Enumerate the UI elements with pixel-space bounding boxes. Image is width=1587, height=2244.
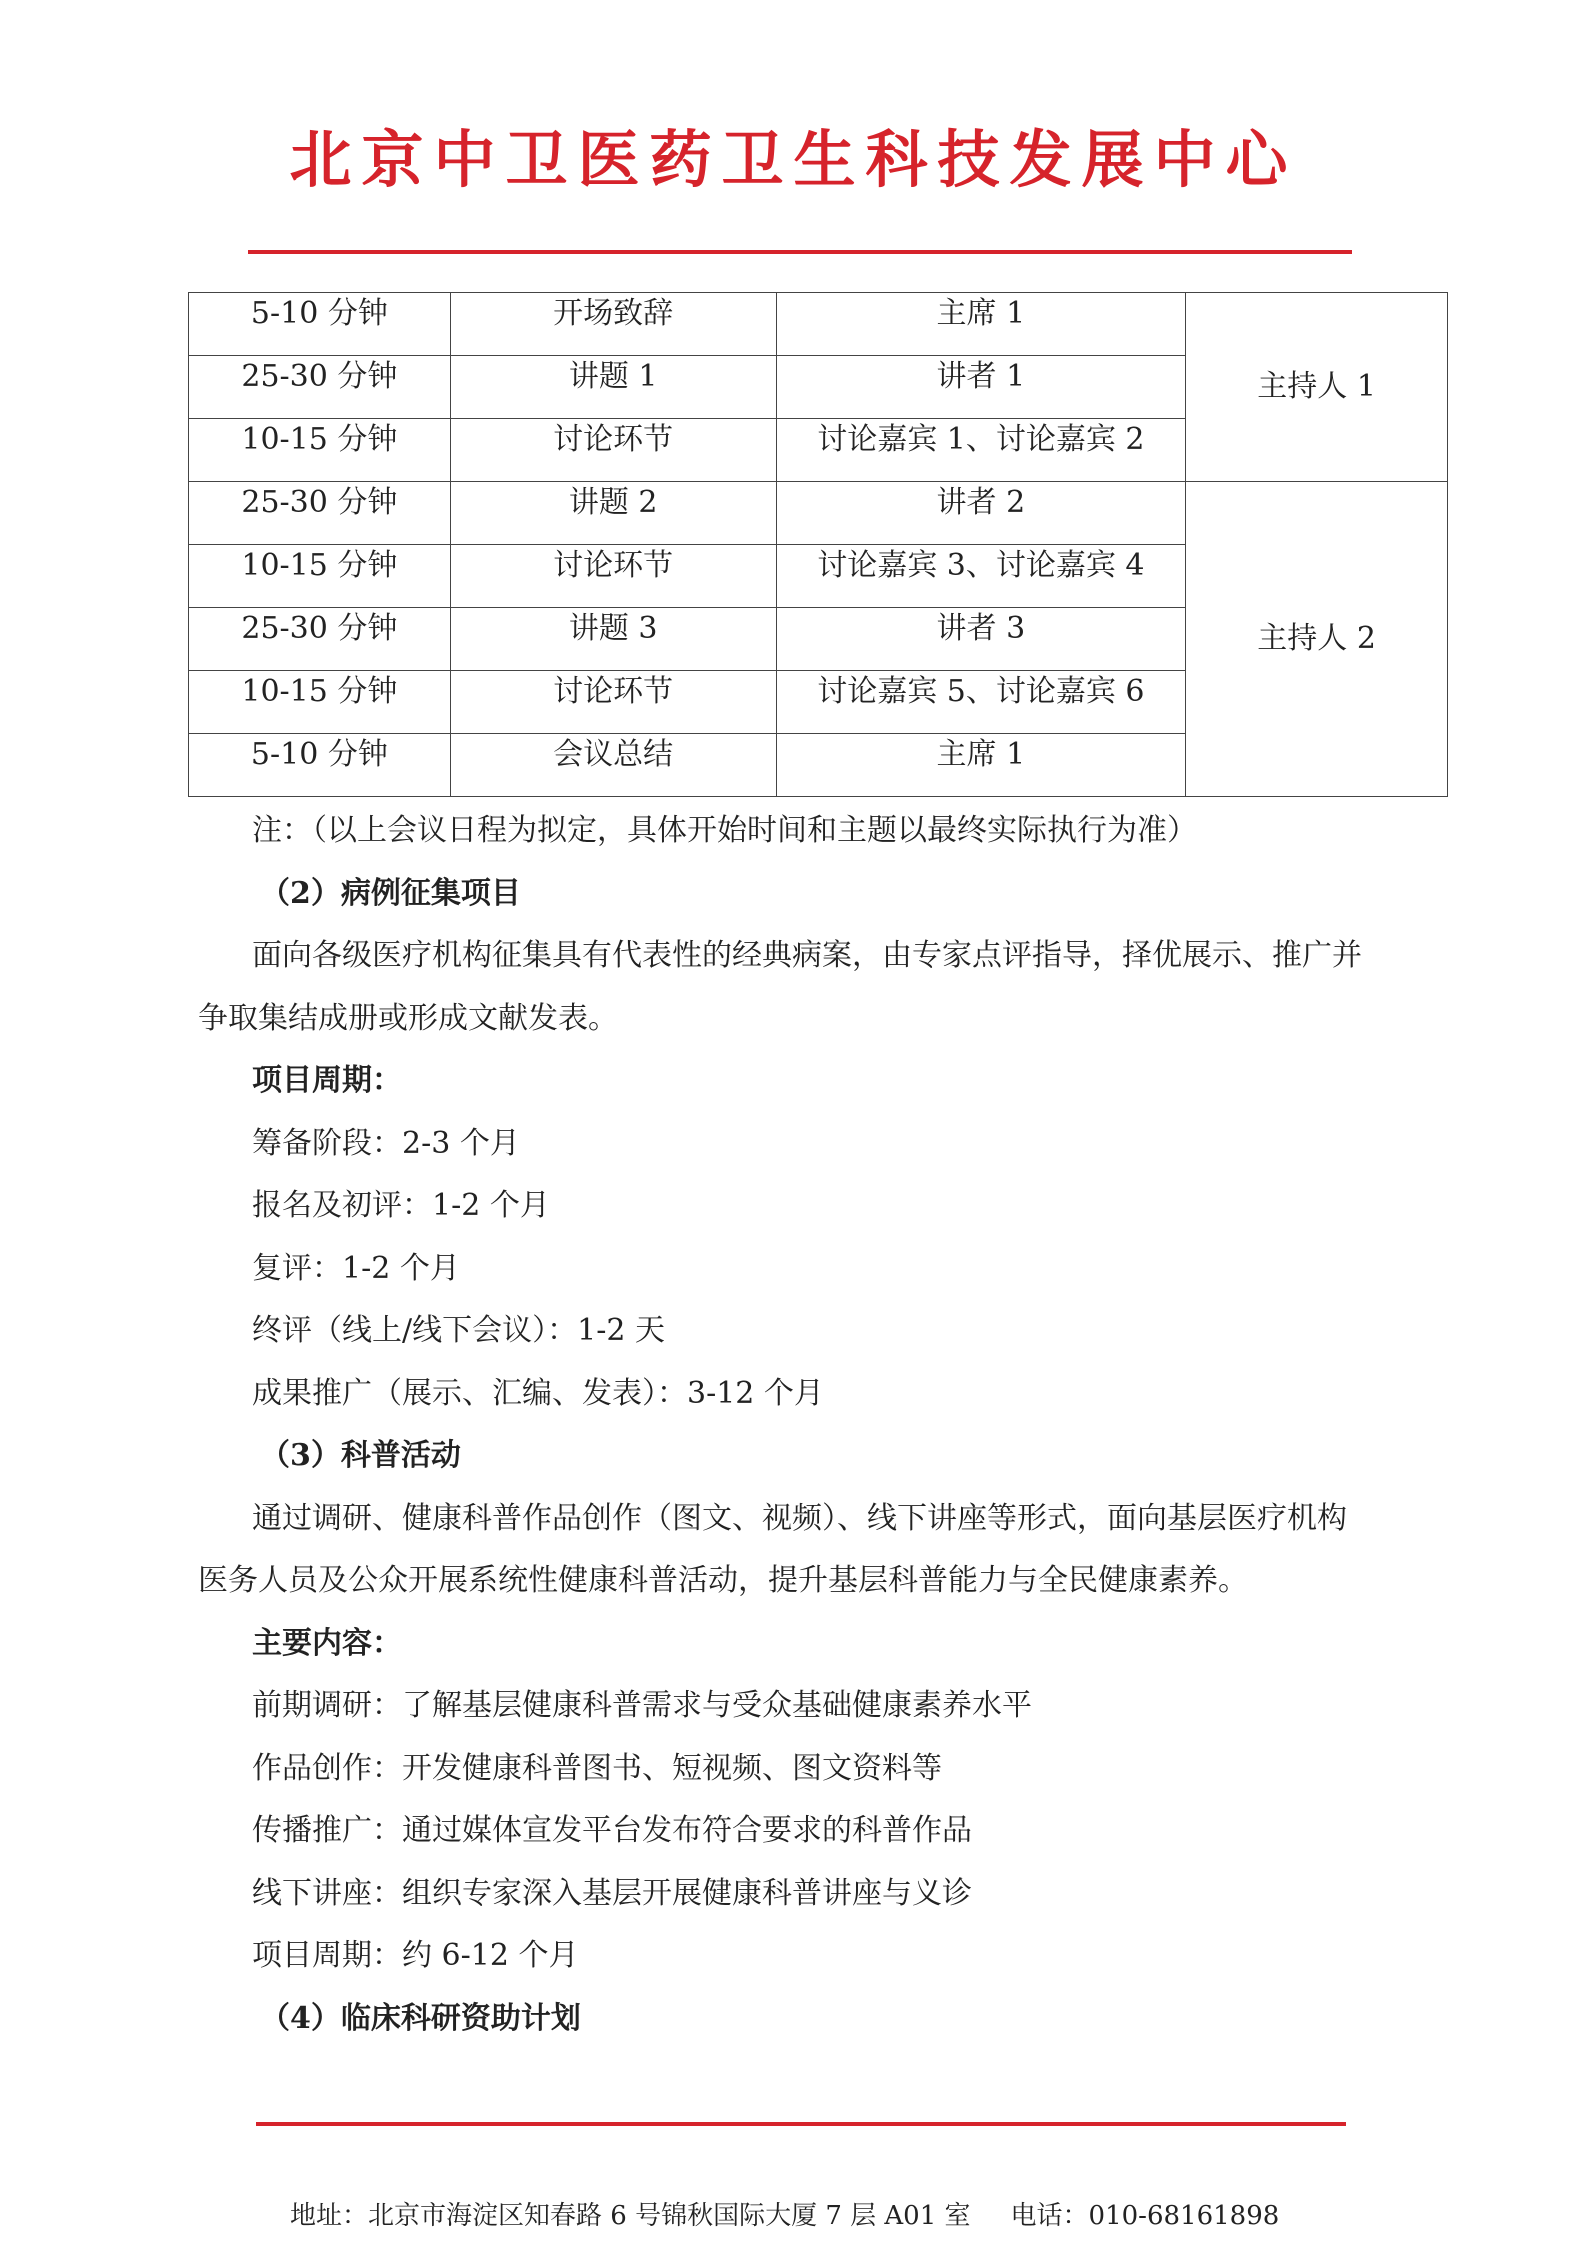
- agenda-time: 5-10 分钟: [189, 293, 451, 356]
- agenda-host: 主持人 1: [1186, 293, 1448, 482]
- list-item: 终评（线上/线下会议）：1-2 天: [252, 1313, 665, 1348]
- list-item: 项目周期：约 6-12 个月: [252, 1938, 579, 1973]
- letterhead-title: 北京中卫医药卫生科技发展中心: [289, 123, 1298, 196]
- list-item: 筹备阶段：2-3 个月: [252, 1125, 520, 1161]
- agenda-person: 讲者 3: [776, 608, 1186, 671]
- agenda-topic: 讨论环节: [450, 419, 776, 482]
- section-heading: （2）病例征集项目: [260, 875, 521, 911]
- agenda-table: [188, 292, 1448, 797]
- agenda-topic: 讨论环节: [450, 671, 776, 734]
- section-heading: （3）科普活动: [260, 1438, 461, 1473]
- agenda-person: 讲者 1: [776, 356, 1186, 419]
- agenda-time: 5-10 分钟: [189, 734, 451, 797]
- agenda-topic: 开场致辞: [450, 293, 776, 356]
- table-row: [189, 482, 1448, 545]
- list-item: 作品创作：开发健康科普图书、短视频、图文资料等: [252, 1750, 942, 1786]
- section-heading: （4）临床科研资助计划: [260, 2000, 581, 2036]
- agenda-person: 主席 1: [776, 734, 1186, 797]
- subheading: 项目周期：: [252, 1063, 402, 1098]
- agenda-topic: 讲题 3: [450, 608, 776, 671]
- agenda-topic: 讲题 2: [450, 482, 776, 545]
- agenda-host: 主持人 2: [1186, 482, 1448, 797]
- agenda-person: 讨论嘉宾 1、讨论嘉宾 2: [776, 419, 1186, 482]
- footer-divider: [256, 2122, 1346, 2126]
- paragraph-line: 通过调研、健康科普作品创作（图文、视频）、线下讲座等形式，面向基层医疗机构: [252, 1500, 1347, 1536]
- footer-address: 地址：北京市海淀区知春路 6 号锦秋国际大厦 7 层 A01 室: [290, 2201, 971, 2231]
- list-item: 传播推广：通过媒体宣发平台发布符合要求的科普作品: [252, 1813, 972, 1848]
- agenda-person: 主席 1: [776, 293, 1186, 356]
- footer: [290, 2195, 1279, 2232]
- agenda-time: 25-30 分钟: [189, 482, 451, 545]
- agenda-person: 讨论嘉宾 5、讨论嘉宾 6: [776, 671, 1186, 734]
- list-item: 成果推广（展示、汇编、发表）：3-12 个月: [252, 1375, 824, 1411]
- list-item: 线下讲座：组织专家深入基层开展健康科普讲座与义诊: [252, 1875, 972, 1911]
- agenda-topic: 会议总结: [450, 734, 776, 797]
- footer-phone: 电话：010-68161898: [1010, 2201, 1280, 2231]
- list-item: 前期调研：了解基层健康科普需求与受众基础健康素养水平: [252, 1688, 1032, 1723]
- paragraph-line: 面向各级医疗机构征集具有代表性的经典病案，由专家点评指导，择优展示、推广并: [252, 938, 1362, 973]
- agenda-time: 10-15 分钟: [189, 545, 451, 608]
- agenda-time: 25-30 分钟: [189, 608, 451, 671]
- header-divider: [248, 250, 1352, 254]
- paragraph-line: 争取集结成册或形成文献发表。: [198, 1000, 618, 1036]
- agenda-topic: 讲题 1: [450, 356, 776, 419]
- agenda-topic: 讨论环节: [450, 545, 776, 608]
- agenda-time: 10-15 分钟: [189, 419, 451, 482]
- agenda-person: 讨论嘉宾 3、讨论嘉宾 4: [776, 545, 1186, 608]
- agenda-time: 10-15 分钟: [189, 671, 451, 734]
- list-item: 复评：1-2 个月: [252, 1250, 460, 1286]
- table-row: [189, 293, 1448, 356]
- agenda-note: 注：（以上会议日程为拟定，具体开始时间和主题以最终实际执行为准）: [252, 813, 1197, 848]
- agenda-time: 25-30 分钟: [189, 356, 451, 419]
- agenda-person: 讲者 2: [776, 482, 1186, 545]
- paragraph-line: 医务人员及公众开展系统性健康科普活动，提升基层科普能力与全民健康素养。: [198, 1563, 1248, 1598]
- subheading: 主要内容：: [252, 1625, 402, 1661]
- list-item: 报名及初评：1-2 个月: [252, 1188, 550, 1223]
- document-body: [0, 800, 1587, 2050]
